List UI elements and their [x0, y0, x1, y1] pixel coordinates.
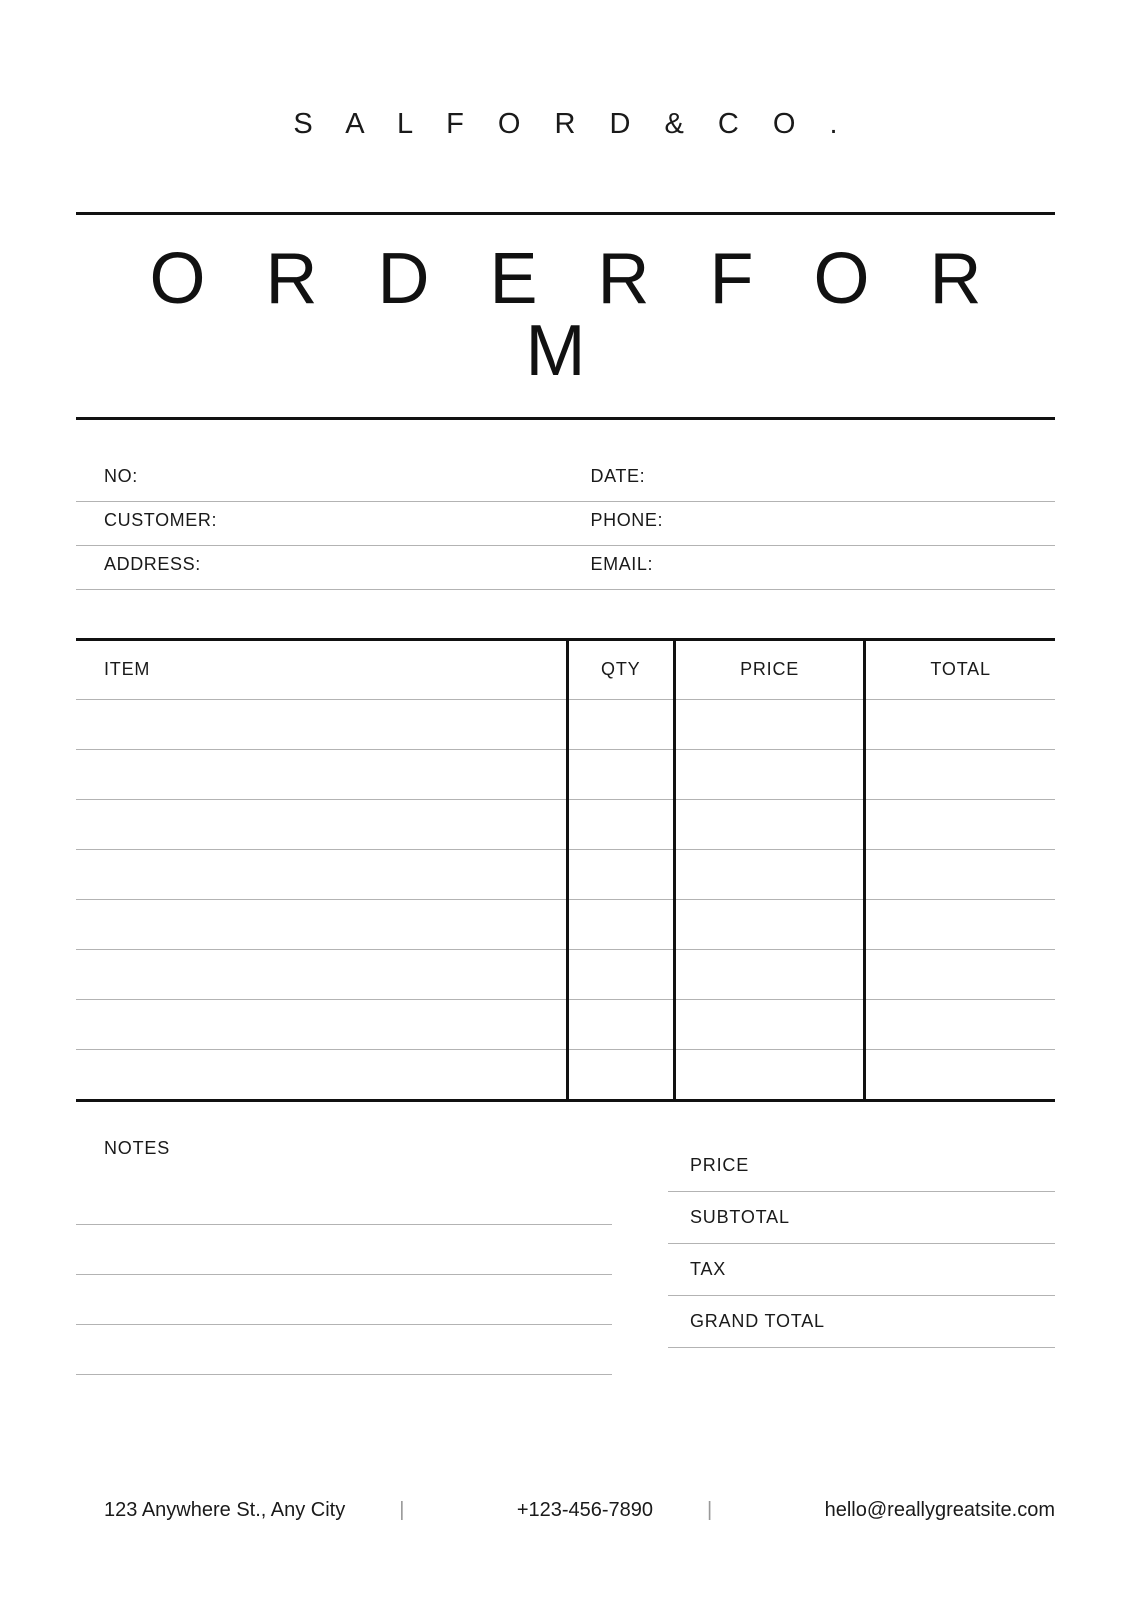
cell-price[interactable]: [674, 949, 864, 999]
cell-item[interactable]: [76, 699, 567, 749]
page-title: O R D E R F O R M: [149, 239, 1002, 391]
table-header-row: [76, 641, 1055, 699]
cell-price[interactable]: [674, 849, 864, 899]
cell-total[interactable]: [865, 849, 1055, 899]
title-block: [76, 212, 1055, 420]
cell-total[interactable]: [865, 949, 1055, 999]
cell-qty[interactable]: [567, 899, 674, 949]
cell-item[interactable]: [76, 799, 567, 849]
cell-total[interactable]: [865, 799, 1055, 849]
column-header-qty: QTY: [567, 641, 674, 699]
totals-block: [668, 1138, 1055, 1375]
column-header-item: ITEM: [76, 641, 567, 699]
cell-item[interactable]: [76, 999, 567, 1049]
cell-item[interactable]: [76, 949, 567, 999]
cell-qty[interactable]: [567, 699, 674, 749]
totals-row-tax[interactable]: TAX: [668, 1244, 1055, 1296]
cell-qty[interactable]: [567, 799, 674, 849]
notes-line[interactable]: [76, 1175, 612, 1225]
field-date[interactable]: DATE:: [590, 466, 646, 486]
field-address[interactable]: ADDRESS:: [104, 554, 201, 574]
column-header-total: TOTAL: [865, 641, 1055, 699]
cell-qty[interactable]: [567, 849, 674, 899]
footer: [76, 1499, 1055, 1522]
table-row: [76, 899, 1055, 949]
totals-row-subtotal[interactable]: SUBTOTAL: [668, 1192, 1055, 1244]
meta-fields: [76, 458, 1055, 590]
table-row: [76, 799, 1055, 849]
field-no[interactable]: NO:: [104, 466, 138, 486]
footer-address: 123 Anywhere St., Any City: [104, 1499, 346, 1521]
cell-item[interactable]: [76, 899, 567, 949]
footer-phone: +123-456-7890: [516, 1499, 654, 1521]
items-table: [76, 641, 1055, 1099]
items-table-wrapper: [76, 638, 1055, 1102]
bottom-section: [76, 1138, 1055, 1375]
cell-total[interactable]: [865, 749, 1055, 799]
table-row: [76, 949, 1055, 999]
table-row: [76, 1049, 1055, 1099]
cell-qty[interactable]: [567, 949, 674, 999]
table-row: [76, 999, 1055, 1049]
cell-price[interactable]: [674, 999, 864, 1049]
meta-row: [76, 458, 1055, 502]
field-customer[interactable]: CUSTOMER:: [104, 510, 218, 530]
cell-price[interactable]: [674, 899, 864, 949]
table-row: [76, 699, 1055, 749]
notes-line[interactable]: [76, 1325, 612, 1375]
notes-line[interactable]: [76, 1225, 612, 1275]
cell-price[interactable]: [674, 1049, 864, 1099]
cell-price[interactable]: [674, 749, 864, 799]
cell-qty[interactable]: [567, 1049, 674, 1099]
table-row: [76, 749, 1055, 799]
field-phone[interactable]: PHONE:: [590, 510, 664, 530]
cell-total[interactable]: [865, 699, 1055, 749]
cell-qty[interactable]: [567, 999, 674, 1049]
meta-row: [76, 502, 1055, 546]
totals-row-price[interactable]: PRICE: [668, 1140, 1055, 1192]
cell-total[interactable]: [865, 1049, 1055, 1099]
footer-separator: |: [399, 1499, 405, 1521]
cell-total[interactable]: [865, 899, 1055, 949]
cell-item[interactable]: [76, 1049, 567, 1099]
field-email[interactable]: EMAIL:: [590, 554, 654, 574]
cell-item[interactable]: [76, 849, 567, 899]
meta-row: [76, 546, 1055, 590]
notes-block: [76, 1138, 612, 1375]
column-header-price: PRICE: [674, 641, 864, 699]
totals-row-grand-total[interactable]: GRAND TOTAL: [668, 1296, 1055, 1348]
cell-total[interactable]: [865, 999, 1055, 1049]
footer-separator: |: [707, 1499, 713, 1521]
notes-label: NOTES: [104, 1138, 171, 1158]
footer-email: hello@reallygreatsite.com: [824, 1499, 1056, 1521]
table-row: [76, 849, 1055, 899]
cell-price[interactable]: [674, 699, 864, 749]
notes-line[interactable]: [76, 1275, 612, 1325]
cell-qty[interactable]: [567, 749, 674, 799]
company-name: S A L F O R D & C O .: [293, 108, 851, 140]
cell-item[interactable]: [76, 749, 567, 799]
cell-price[interactable]: [674, 799, 864, 849]
